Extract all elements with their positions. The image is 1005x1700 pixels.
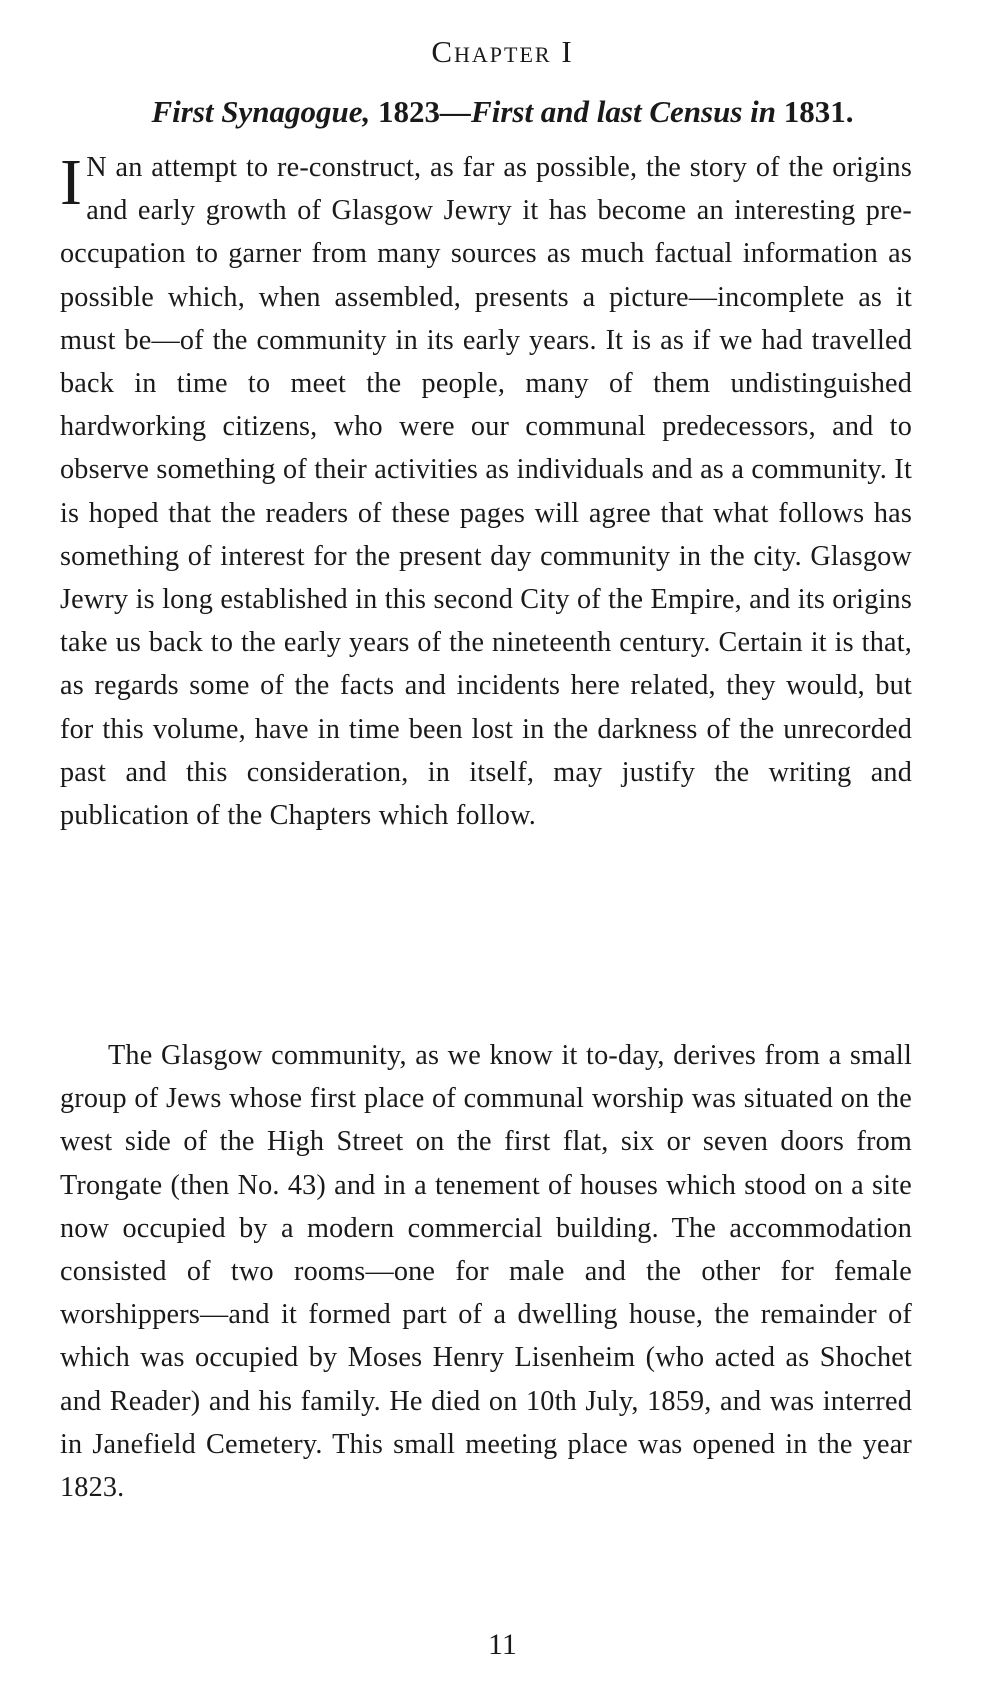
chapter-heading: Chapter I — [431, 34, 574, 69]
paragraph-1 — [60, 146, 912, 837]
subtitle-part-1: First Synagogue, — [151, 94, 371, 129]
paragraph-2: The Glasgow community, as we know it to-day, derives from a small group of Jews whose first place of communal worship was situated on the west side of the High Street on the first flat, six or seven doors from Trongate (then No. 43) and in a tenement of houses which stood on a site now occupied by a modern commercial building. The accommodation consisted of two rooms—one for male and the other for female worshippers—and it formed part of a dwelling house, the remainder of which was occupied by Moses Henry Lisenheim (who acted as Shochet and Reader) and his family. He died on 10th July, 1859, and was interred in Janefield Cemetery. This small meeting place was opened in the year 1823. — [60, 1040, 912, 1504]
chapter-subtitle — [0, 94, 1005, 130]
drop-cap: I — [60, 146, 83, 219]
subtitle-year-2: 1831. — [783, 94, 854, 129]
paragraph-1-text: N an attempt to re-construct, as far as possible, the story of the origins and early growth of Glasgow Jewry it has become an interesting pre-occupation to garner from many sources as much factual information as possible which, when assembled, presents a picture—incomplete as it must be—of the community in its early years. It is as if we had travelled back in time to meet the people, many of them undistinguished hardworking citizens, who were our communal predecessors, and to observe something of their activities as individuals and as a community. It is hoped that the readers of these pages will agree that what follows has something of interest for the present day community in the city. Glasgow Jewry is long established in this second City of the Empire, and its origins take us back to the early years of the nineteenth century. Certain it is that, as regards some of the facts and incidents here related, they would, but for this volume, have in time been lost in the darkness of the unrecorded past and this consideration, in itself, may justify the writing and publication of the Chapters which follow. — [60, 152, 912, 832]
subtitle-year-1: 1823 — [378, 94, 441, 129]
page-number: 11 — [488, 1628, 517, 1661]
subtitle-part-2: —First and last Census in — [440, 94, 776, 129]
